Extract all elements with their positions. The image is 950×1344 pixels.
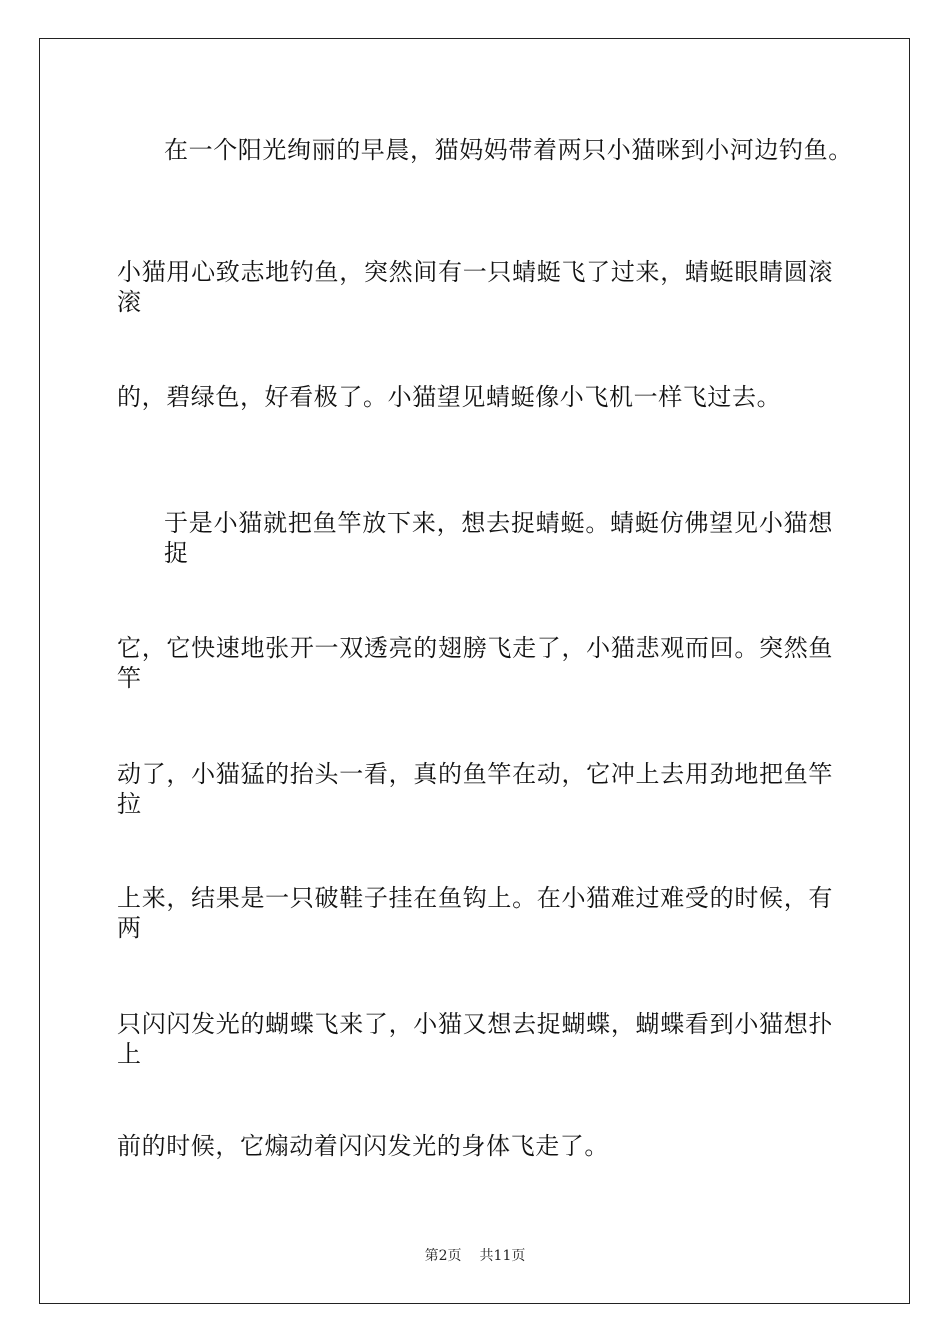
text-line: 前的时候，它煽动着闪闪发光的身体飞走了。: [117, 1132, 609, 1160]
page-frame: [39, 38, 910, 1304]
text-line: 的，碧绿色，好看极了。小猫望见蜻蜓像小飞机一样飞过去。: [117, 383, 782, 411]
text-line: 小猫用心致志地钓鱼，突然间有一只蜻蜓飞了过来，蜻蜓眼睛圆滚滚: [117, 258, 833, 316]
text-line: 上来，结果是一只破鞋子挂在鱼钩上。在小猫难过难受的时候，有两: [117, 884, 833, 942]
page-total: 共11页: [479, 1248, 526, 1264]
page-number: 第2页: [424, 1248, 462, 1264]
text-line: 于是小猫就把鱼竿放下来，想去捉蜻蜓。蜻蜓仿佛望见小猫想捉: [164, 509, 833, 567]
text-line: 只闪闪发光的蝴蝶飞来了，小猫又想去捉蝴蝶，蝴蝶看到小猫想扑上: [117, 1010, 833, 1068]
text-line: 在一个阳光绚丽的早晨，猫妈妈带着两只小猫咪到小河边钓鱼。: [164, 136, 853, 164]
text-line: 动了，小猫猛的抬头一看，真的鱼竿在动，它冲上去用劲地把鱼竿拉: [117, 760, 833, 818]
page-footer: [0, 1247, 950, 1265]
text-line: 它，它快速地张开一双透亮的翅膀飞走了，小猫悲观而回。突然鱼竿: [117, 634, 833, 692]
